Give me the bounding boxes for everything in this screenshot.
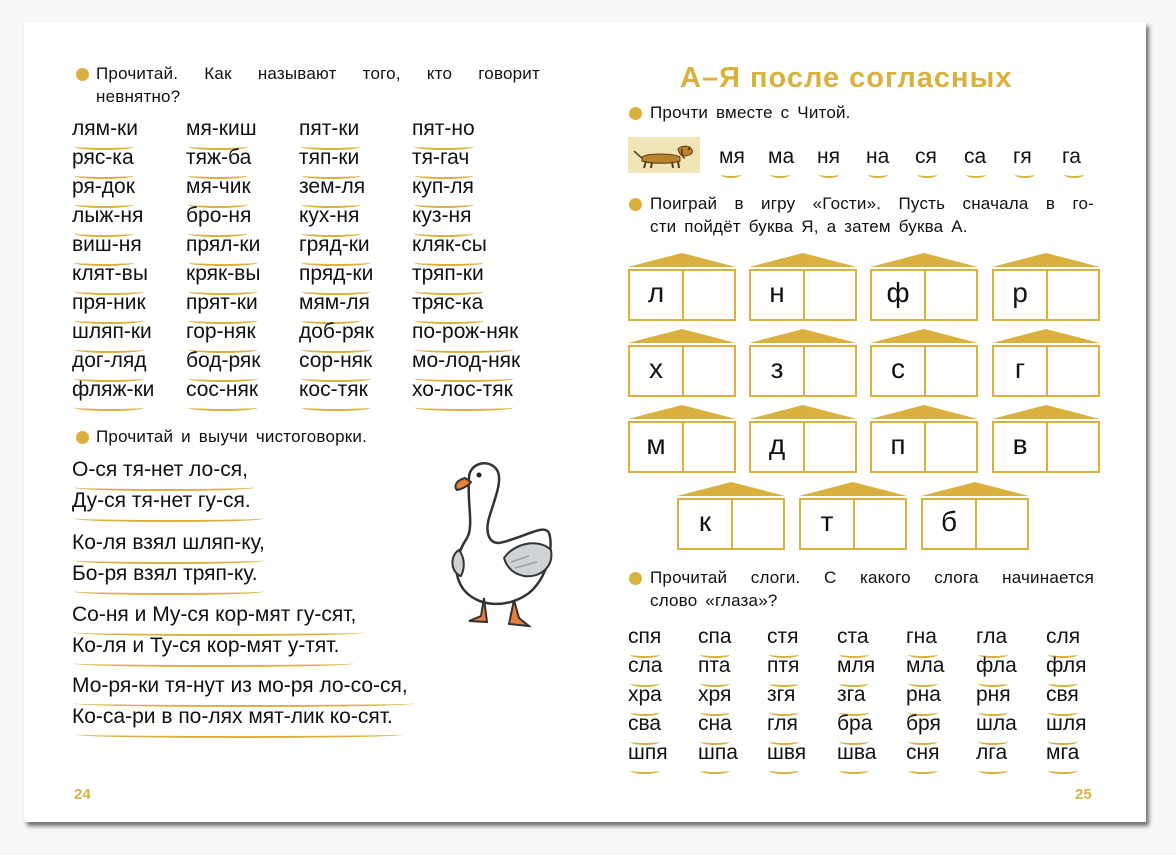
syllable-arc — [978, 767, 1008, 774]
house-roof — [628, 405, 736, 419]
house-divider — [803, 271, 805, 319]
house-divider — [1046, 271, 1048, 319]
guest-house — [749, 329, 857, 397]
grid-syllable: сва — [628, 712, 662, 735]
house-letter: д — [768, 429, 786, 460]
grid-syllable: стя — [767, 625, 799, 648]
chita-syllable: ня — [817, 145, 840, 168]
house-divider — [1046, 423, 1048, 471]
chita-syllable: на — [866, 145, 890, 168]
task-guests-line2: сти пойдёт буква Я, а затем буква А. — [650, 217, 968, 236]
house-roof — [870, 253, 978, 267]
house-body — [870, 345, 978, 397]
page-number-left: 24 — [74, 786, 91, 803]
syllable-word: кряк-вы — [186, 262, 261, 285]
house-body — [921, 498, 1029, 550]
grid-syllable: мля — [837, 654, 876, 677]
grid-syllable: пта — [698, 654, 731, 677]
task-read-with-chita: Прочти вместе с Читой. — [650, 103, 851, 122]
guest-house — [749, 253, 857, 321]
house-roof — [992, 253, 1100, 267]
syllable-arc — [721, 171, 741, 178]
grid-syllable: зга — [837, 683, 866, 706]
syllable-arc — [630, 767, 660, 774]
syllable-word: дог-ляд — [72, 349, 147, 372]
syllable-word: прял-ки — [186, 233, 261, 256]
syllable-word: тяж-ба — [186, 146, 252, 169]
syllable-arc — [74, 515, 264, 522]
grid-syllable: гна — [906, 625, 937, 648]
house-letter: к — [698, 506, 712, 537]
house-divider — [924, 423, 926, 471]
house-letter: р — [1012, 277, 1028, 308]
house-roof — [749, 329, 857, 343]
grid-syllable: рня — [976, 683, 1011, 706]
syllable-word: куп-ля — [412, 175, 474, 198]
house-divider — [803, 423, 805, 471]
grid-syllable: фла — [976, 654, 1017, 677]
house-divider — [731, 500, 733, 548]
chita-syllable: са — [964, 145, 987, 168]
house-divider — [682, 423, 684, 471]
guest-house — [749, 405, 857, 473]
grid-syllable: шпя — [628, 741, 668, 764]
grid-syllable: мга — [1046, 741, 1080, 764]
house-letter: н — [769, 277, 785, 308]
grid-syllable: гля — [767, 712, 798, 735]
guest-house — [870, 253, 978, 321]
chita-syllable: гя — [1013, 145, 1032, 168]
syllable-arc — [839, 767, 869, 774]
syllable-arc — [769, 767, 799, 774]
house-divider — [924, 347, 926, 395]
syllable-word: лыж-ня — [72, 204, 144, 227]
syllable-arc — [301, 404, 371, 411]
tongue-twister-line: Со-ня и Му-ся кор-мят гу-сят, — [72, 603, 357, 626]
grid-syllable: мла — [906, 654, 945, 677]
task2-instruction: Прочитай и выучи чистоговорки. — [96, 427, 368, 446]
guest-house — [992, 253, 1100, 321]
house-divider — [682, 347, 684, 395]
house-body — [870, 269, 978, 321]
house-letter: л — [647, 277, 665, 308]
syllable-word: ряс-ка — [72, 146, 134, 169]
house-divider — [1046, 347, 1048, 395]
house-body — [870, 421, 978, 473]
grid-syllable: бра — [837, 712, 873, 735]
tongue-twister-line: Ко-са-ри в по-лях мят-лик ко-сят. — [72, 705, 393, 728]
page-number-right: 25 — [1075, 786, 1092, 803]
syllable-arc — [1015, 171, 1035, 178]
bullet-icon — [629, 198, 642, 211]
house-letter: г — [1014, 353, 1026, 384]
house-roof — [992, 405, 1100, 419]
grid-syllable: свя — [1046, 683, 1079, 706]
syllable-word: по-рож-няк — [412, 320, 519, 343]
grid-syllable: швя — [767, 741, 807, 764]
grid-syllable: згя — [767, 683, 796, 706]
house-roof — [870, 405, 978, 419]
grid-syllable: птя — [767, 654, 800, 677]
grid-syllable: сна — [698, 712, 732, 735]
house-roof — [992, 329, 1100, 343]
chita-syllable: ма — [768, 145, 795, 168]
chita-syllable: ся — [915, 145, 937, 168]
syllable-word: мя-киш — [186, 117, 257, 140]
tongue-twister-line: Ко-ля взял шляп-ку, — [72, 531, 265, 554]
syllable-word: мо-лод-няк — [412, 349, 521, 372]
syllable-arc — [819, 171, 839, 178]
house-divider — [975, 500, 977, 548]
syllable-arc — [700, 767, 730, 774]
house-divider — [853, 500, 855, 548]
syllable-arc — [966, 171, 986, 178]
syllable-word: клят-вы — [72, 262, 148, 285]
grid-syllable: фля — [1046, 654, 1087, 677]
house-body — [992, 421, 1100, 473]
goose-illustration — [429, 458, 564, 628]
guest-house — [628, 329, 736, 397]
house-letter: х — [649, 353, 663, 384]
syllable-arc — [908, 767, 938, 774]
syllable-word: хо-лос-тяк — [412, 378, 513, 401]
house-letter: з — [770, 353, 784, 384]
syllable-word: лям-ки — [72, 117, 138, 140]
house-letter: м — [646, 429, 666, 460]
house-letter: т — [820, 506, 834, 537]
syllable-word: гор-няк — [186, 320, 256, 343]
dog-chita-illustration — [628, 137, 700, 173]
syllable-word: прят-ки — [186, 291, 258, 314]
house-roof — [870, 329, 978, 343]
bullet-icon — [629, 572, 642, 585]
syllable-word: гряд-ки — [299, 233, 370, 256]
house-letter: п — [890, 429, 906, 460]
syllable-arc — [414, 404, 514, 411]
syllable-word: пря-ник — [72, 291, 146, 314]
task3-instruction-line1: Прочитай слоги. С какого слога начинается — [650, 568, 1094, 587]
bullet-icon — [76, 68, 89, 81]
house-roof — [749, 253, 857, 267]
house-roof — [921, 482, 1029, 496]
house-body — [799, 498, 907, 550]
syllable-word: бро-ня — [186, 204, 252, 227]
house-body — [749, 345, 857, 397]
house-body — [628, 269, 736, 321]
syllable-word: ря-док — [72, 175, 135, 198]
syllable-arc — [74, 731, 404, 738]
syllable-word: фляж-ки — [72, 378, 155, 401]
syllable-word: тряс-ка — [412, 291, 484, 314]
grid-syllable: лга — [976, 741, 1008, 764]
house-body — [749, 421, 857, 473]
syllable-word: кляк-сы — [412, 233, 487, 256]
house-letter: ф — [886, 277, 910, 308]
page-title: А–Я после согласных — [680, 62, 1013, 94]
syllable-word: тяп-ки — [299, 146, 360, 169]
syllable-word: сор-няк — [299, 349, 373, 372]
syllable-arc — [1064, 171, 1084, 178]
house-roof — [749, 405, 857, 419]
syllable-arc — [74, 588, 264, 595]
grid-syllable: хра — [628, 683, 662, 706]
syllable-arc — [1048, 767, 1078, 774]
house-body — [628, 345, 736, 397]
syllable-word: сос-няк — [186, 378, 259, 401]
syllable-word: пят-но — [412, 117, 475, 140]
chita-syllable: мя — [719, 145, 745, 168]
guest-house — [677, 482, 785, 550]
syllable-arc — [74, 660, 354, 667]
syllable-word: тряп-ки — [412, 262, 484, 285]
syllable-word: пят-ки — [299, 117, 360, 140]
syllable-arc — [74, 404, 144, 411]
house-roof — [628, 253, 736, 267]
guest-house — [921, 482, 1029, 550]
house-roof — [628, 329, 736, 343]
grid-syllable: шла — [976, 712, 1017, 735]
tongue-twister-line: Ко-ля и Ту-ся кор-мят у-тят. — [72, 634, 340, 657]
grid-syllable: ста — [837, 625, 869, 648]
grid-syllable: шва — [837, 741, 877, 764]
grid-syllable: сня — [906, 741, 940, 764]
grid-syllable: бря — [906, 712, 941, 735]
syllable-word: мям-ля — [299, 291, 370, 314]
task-guests-line1: Поиграй в игру «Гости». Пусть сначала в го- — [650, 194, 1094, 213]
tongue-twister-line: Мо-ря-ки тя-нут из мо-ря ло-со-ся, — [72, 674, 408, 697]
grid-syllable: шля — [1046, 712, 1087, 735]
guest-house — [992, 405, 1100, 473]
house-divider — [924, 271, 926, 319]
house-letter: б — [940, 506, 958, 537]
bullet-icon — [629, 107, 642, 120]
syllable-arc — [868, 171, 888, 178]
task1-instruction-line2: невнятно? — [96, 87, 181, 106]
syllable-word: зем-ля — [299, 175, 366, 198]
grid-syllable: спя — [628, 625, 662, 648]
task1-instruction-line1: Прочитай. Как называют того, кто говорит — [96, 64, 540, 83]
syllable-word: кос-тяк — [299, 378, 368, 401]
guest-house — [992, 329, 1100, 397]
syllable-word: шляп-ки — [72, 320, 152, 343]
guest-house — [870, 405, 978, 473]
guest-house — [628, 253, 736, 321]
grid-syllable: спа — [698, 625, 732, 648]
house-body — [992, 269, 1100, 321]
syllable-arc — [188, 404, 258, 411]
task3-instruction-line2: слово «глаза»? — [650, 591, 778, 610]
chita-syllable: га — [1062, 145, 1081, 168]
house-roof — [799, 482, 907, 496]
grid-syllable: рна — [906, 683, 941, 706]
syllable-word: кух-ня — [299, 204, 360, 227]
house-body — [628, 421, 736, 473]
syllable-arc — [917, 171, 937, 178]
syllable-word: мя-чик — [186, 175, 251, 198]
syllable-word: пряд-ки — [299, 262, 374, 285]
house-body — [992, 345, 1100, 397]
grid-syllable: гла — [976, 625, 1008, 648]
syllable-word: тя-гач — [412, 146, 470, 169]
grid-syllable: сля — [1046, 625, 1081, 648]
syllable-word: бод-ряк — [186, 349, 261, 372]
house-roof — [677, 482, 785, 496]
house-body — [677, 498, 785, 550]
guest-house — [870, 329, 978, 397]
bullet-icon — [76, 431, 89, 444]
syllable-word: куз-ня — [412, 204, 472, 227]
tongue-twister-line: О-ся тя-нет ло-ся, — [72, 458, 248, 481]
tongue-twister-line: Ду-ся тя-нет гу-ся. — [72, 489, 251, 512]
book-spread — [24, 22, 1146, 822]
syllable-word: доб-ряк — [299, 320, 374, 343]
grid-syllable: хря — [698, 683, 732, 706]
syllable-arc — [770, 171, 790, 178]
house-divider — [803, 347, 805, 395]
syllable-word: виш-ня — [72, 233, 142, 256]
grid-syllable: шпа — [698, 741, 738, 764]
house-body — [749, 269, 857, 321]
house-letter: в — [1012, 429, 1028, 460]
tongue-twister-line: Бо-ря взял тряп-ку. — [72, 562, 258, 585]
guest-house — [799, 482, 907, 550]
grid-syllable: сла — [628, 654, 663, 677]
guest-house — [628, 405, 736, 473]
house-divider — [682, 271, 684, 319]
house-letter: с — [891, 353, 905, 384]
